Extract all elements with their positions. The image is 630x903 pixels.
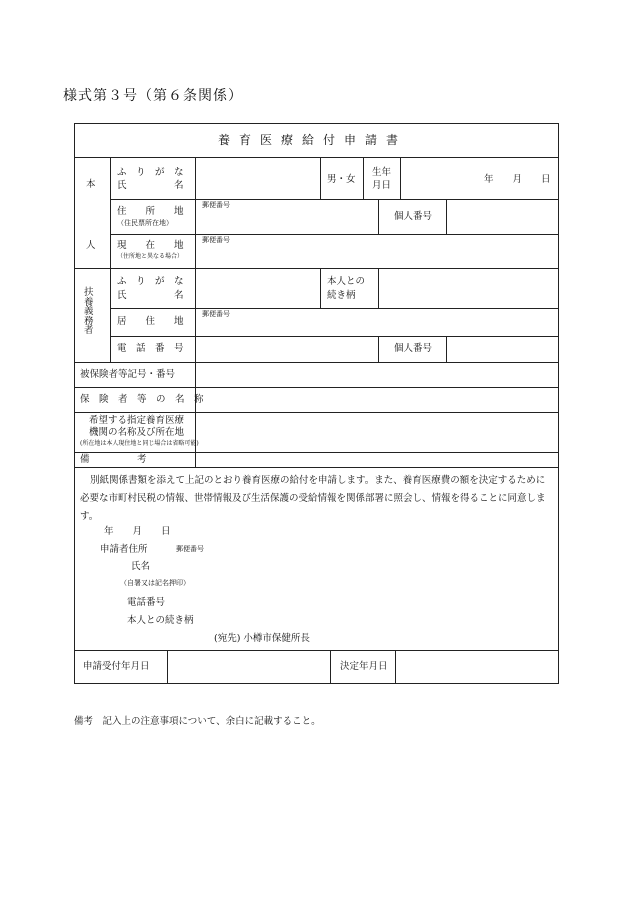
divider: [74, 157, 559, 158]
residence-label: 居 住 地: [117, 316, 184, 327]
name-label: 氏 名: [117, 180, 184, 191]
applicant-label-bottom: 人: [86, 240, 96, 251]
divider: [74, 650, 559, 651]
birth-date-field[interactable]: 年 月 日: [484, 174, 551, 185]
insurer-name-label: 保 険 者 等 の 名 称: [80, 394, 204, 405]
divider: [74, 467, 559, 468]
gender-field[interactable]: 男・女: [327, 174, 356, 185]
decision-date-label: 決定年月日: [340, 661, 388, 672]
signature-date: 年 月 日: [104, 526, 171, 537]
guardian-label: 扶養義務者: [84, 287, 94, 336]
postal-code-label: 郵便番号: [202, 236, 230, 244]
divider: [167, 650, 168, 684]
divider: [74, 412, 559, 413]
divider: [110, 199, 559, 200]
relation-label-line2: 続き柄: [327, 290, 356, 301]
consent-statement: 別紙関係書類を添えて上記のとおり養育医療の給付を申請します。また、養育医療費の額を決定するために必要な市町村民税の情報、世帯情報及び生活保護の受給情報を関係部署に照会し、情報を得ることに同意します。: [80, 475, 546, 522]
divider: [320, 268, 321, 308]
insured-number-label: 被保険者等記号・番号: [80, 369, 176, 380]
divider: [330, 650, 331, 684]
applicant-address-label: 申請者住所: [100, 544, 148, 555]
divider: [378, 336, 379, 362]
current-location-sub-label: （住所地と異なる場合）: [117, 253, 184, 260]
divider: [74, 362, 559, 363]
receipt-date-label: 申請受付年月日: [83, 661, 150, 672]
divider: [74, 452, 559, 453]
personal-number-label: 個人番号: [394, 211, 433, 222]
footnote: 備考 記入上の注意事項について、余白に記載すること。: [74, 716, 321, 727]
applicant-label-top: 本: [86, 179, 96, 190]
remarks-label: 備 考: [80, 454, 147, 465]
furigana-label: ふ り が な: [117, 167, 184, 178]
sign-note: （自署又は記名押印）: [120, 579, 190, 587]
divider: [110, 336, 559, 337]
addressee: (宛先) 小樽市保健所長: [214, 633, 310, 644]
divider: [446, 336, 447, 362]
birth-label-line2: 月日: [372, 180, 392, 191]
applicant-postal-label: 郵便番号: [176, 545, 204, 553]
divider: [446, 199, 447, 234]
divider: [110, 308, 559, 309]
divider: [400, 157, 401, 199]
divider: [110, 157, 111, 362]
phone-label: 電 話 番 号: [117, 343, 184, 354]
divider: [378, 199, 379, 234]
hospital-label-line2: 機関の名称及び所在地: [89, 427, 185, 438]
divider: [378, 268, 379, 308]
relation-label-line1: 本人との: [327, 276, 366, 287]
form-number: 様式第３号（第６条関係）: [63, 88, 243, 104]
address-sub-label: （住民票所在地）: [117, 219, 173, 227]
address-label: 住 所 地: [117, 206, 184, 217]
applicant-name-label: 氏名: [131, 561, 151, 572]
divider: [74, 387, 559, 388]
hospital-sub-label: (所在地は本人現住地と同じ場合は省略可能): [80, 440, 199, 447]
guardian-name-label: 氏 名: [117, 290, 184, 301]
postal-code-label: 郵便番号: [202, 201, 230, 209]
divider: [195, 157, 196, 467]
hospital-label-line1: 希望する指定養育医療: [89, 415, 185, 426]
applicant-relation-label: 本人との続き柄: [127, 615, 194, 626]
form-title: 養育医療給付申請書: [218, 133, 408, 147]
applicant-phone-label: 電話番号: [127, 597, 166, 608]
current-location-label: 現 在 地: [117, 240, 184, 251]
divider: [74, 268, 559, 269]
divider: [395, 650, 396, 684]
divider: [110, 234, 559, 235]
guardian-personal-number-label: 個人番号: [394, 343, 433, 354]
divider: [363, 157, 364, 199]
birth-label-line1: 生年: [372, 167, 392, 178]
guardian-furigana-label: ふ り が な: [117, 276, 184, 287]
postal-code-label: 郵便番号: [202, 310, 230, 318]
divider: [320, 157, 321, 199]
